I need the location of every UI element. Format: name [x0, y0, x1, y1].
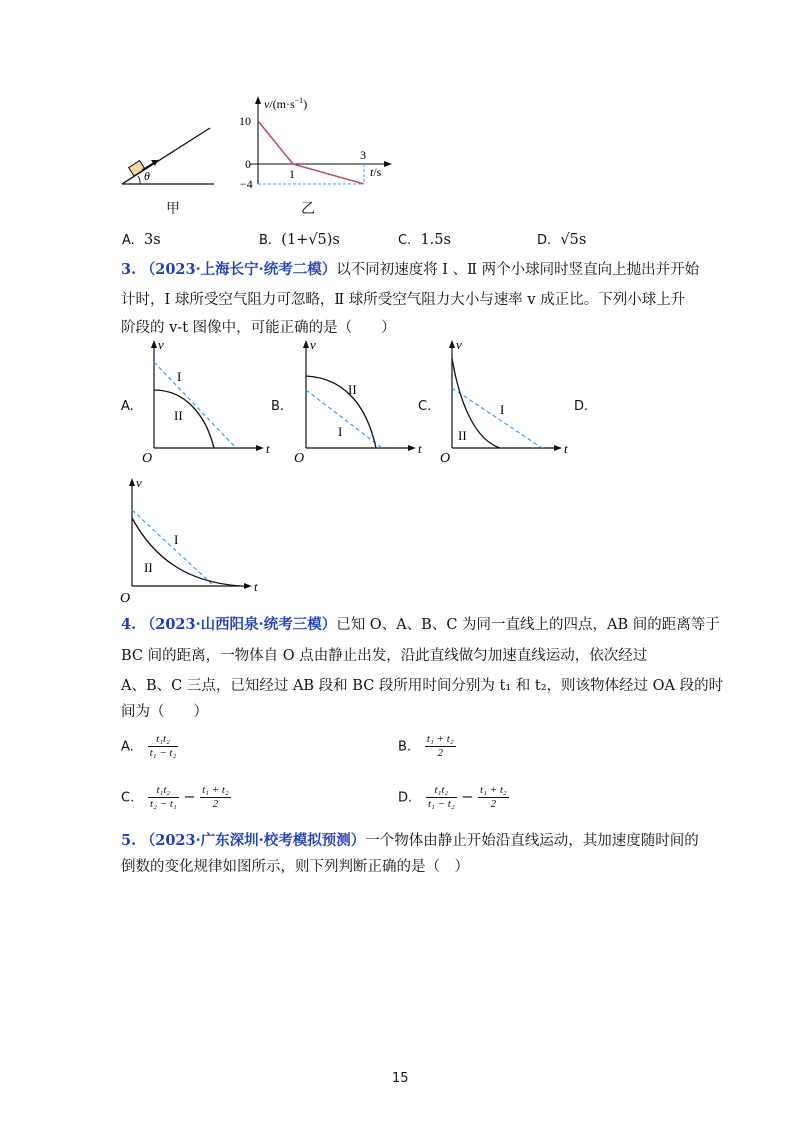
svg-text:t: t — [254, 579, 258, 594]
svg-text:v: v — [456, 337, 462, 352]
q3-line1: 3. （2023·上海长宁·统考二模）以不同初速度将 Ⅰ 、Ⅱ 两个小球同时竖直向上抛出并开始 — [121, 261, 700, 278]
svg-text:O: O — [142, 451, 153, 466]
q4-option-b: B. $\frac{\text{t₁ + t₂}}{2}$ — [398, 733, 454, 759]
svg-text:II: II — [144, 560, 153, 575]
q2-option-d: D. √5s — [537, 232, 587, 248]
svg-text:II: II — [348, 382, 357, 397]
q2-option-c: C. 1.5s — [398, 232, 451, 248]
q3-line2: 计时，Ⅰ 球所受空气阻力可忽略，Ⅱ 球所受空气阻力大小与速率 v 成正比。下列小球上升 — [121, 292, 686, 308]
ball-ii-curve — [132, 518, 240, 586]
q4-line2: BC 间的距离，一物体自 O 点由静止出发，沿此直线做匀加速直线运动，依次经过 — [121, 648, 648, 664]
vt-line-decel — [258, 121, 293, 164]
q4-line1: 4. （2023·山西阳泉·统考三模）已知 O、A、B、C 为同一直线上的四点，AB 间的距离等于 — [121, 616, 720, 633]
tick-10: 10 — [239, 114, 251, 128]
vt-ylabel: $v/(m\cdot s^{-1})$ — [264, 96, 308, 111]
vt-xlabel: t/s — [370, 165, 382, 179]
jia-label: 甲 — [166, 201, 180, 217]
vt-graph-yi — [236, 92, 406, 192]
svg-text:O: O — [440, 451, 451, 466]
tick-1: 1 — [289, 167, 295, 181]
svg-text:O: O — [120, 591, 131, 606]
svg-text:v: v — [158, 337, 164, 352]
q4-line3: A、B、C 三点，已知经过 AB 段和 BC 段所用时间分别为 t₁ 和 t₂，则该物体经过 OA 段的时 — [121, 678, 724, 694]
svg-text:II: II — [458, 428, 467, 443]
svg-text:t: t — [418, 441, 422, 456]
q5-line1: 5. （2023·广东深圳·校考模拟预测）一个物体由静止开始沿直线运动，其加速度随时间的 — [121, 832, 699, 849]
svg-text:t: t — [564, 441, 568, 456]
q3-option-d-letter: D. — [574, 399, 589, 414]
q3-graph-d — [118, 474, 278, 608]
q3-graph-c — [438, 336, 578, 468]
tick-3: 3 — [360, 148, 366, 162]
q5-line2: 倒数的变化规律如图所示，则下列判断正确的是（ ） — [121, 859, 469, 875]
theta-label: θ — [144, 169, 150, 183]
tick-neg4: −4 — [240, 177, 253, 191]
svg-text:v: v — [136, 475, 142, 490]
ball-i-line — [306, 390, 382, 448]
q3-option-b-letter: B. — [271, 399, 285, 414]
q4-option-d: D. $\frac{\text{t₁t₂}}{\text{t₁ − t₂}}$ − $\frac{\text{t₁ + t₂}}{2}$ — [398, 784, 507, 810]
q3-line3: 阶段的 v-t 图像中，可能正确的是（ ） — [121, 320, 396, 336]
yi-label: 乙 — [301, 201, 315, 217]
q4-option-a: A. $\frac{\text{t₁t₂}}{\text{t₁ − t₂}}$ — [121, 733, 177, 759]
svg-text:t: t — [266, 441, 270, 456]
incline-block — [129, 161, 145, 176]
page-number: 15 — [392, 1071, 409, 1086]
q4-option-c: C. $\frac{\text{t₁t₂}}{\text{t₂ − t₁}}$ − $\frac{\text{t₁ + t₂}}{2}$ — [121, 784, 229, 810]
svg-text:I: I — [500, 402, 505, 417]
svg-text:v: v — [310, 337, 316, 352]
q3-option-a-letter: A. — [121, 399, 134, 414]
vt-line-return — [293, 164, 364, 184]
q3-option-c-letter: C. — [418, 399, 432, 414]
svg-text:O: O — [294, 451, 305, 466]
ball-i-line — [154, 362, 236, 448]
svg-text:II: II — [174, 408, 183, 423]
svg-text:I: I — [177, 369, 182, 384]
ball-ii-curve — [154, 390, 214, 448]
q2-option-a: A. 3s — [122, 232, 161, 248]
q3-graph-a — [140, 336, 280, 468]
q4-line4: 间为（ ） — [121, 704, 208, 720]
svg-text:I: I — [174, 532, 179, 547]
svg-text:I: I — [338, 424, 343, 439]
tick-0: 0 — [245, 157, 251, 171]
q2-option-b: B. (1+√5)s — [259, 232, 340, 248]
q3-graph-b — [292, 336, 432, 468]
